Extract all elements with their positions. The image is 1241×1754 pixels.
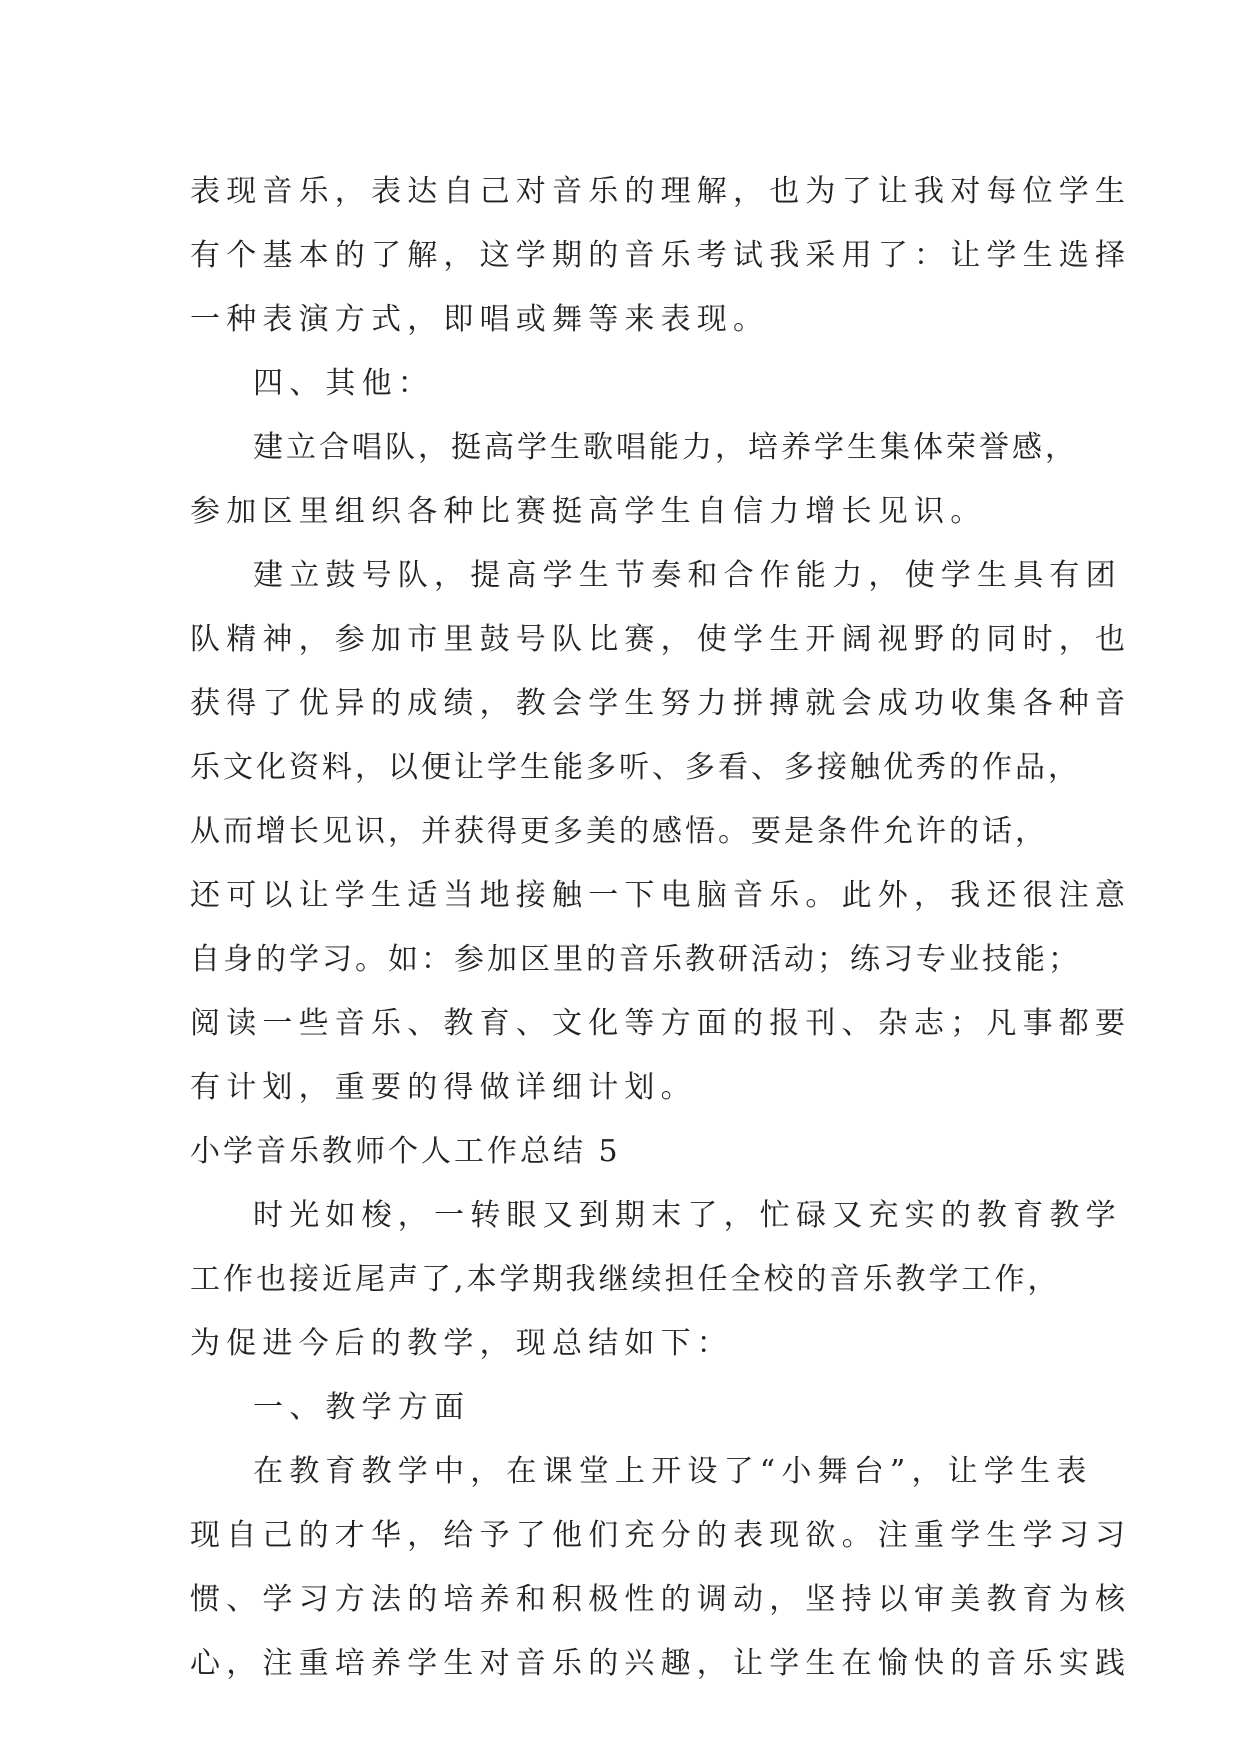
text-line: 惯、学习方法的培养和积极性的调动，坚持以审美教育为核 (190, 1582, 1132, 1617)
text-line: 建立合唱队，挺高学生歌唱能力，培养学生集体荣誉感， (253, 430, 1078, 465)
text-line: 表现音乐，表达自己对音乐的理解，也为了让我对每位学生 (190, 174, 1132, 209)
document-subtitle: 小学音乐教师个人工作总结 5 (190, 1134, 621, 1169)
text-line: 自身的学习。如：参加区里的音乐教研活动；练习专业技能； (190, 942, 1081, 977)
text-line: 有计划，重要的得做详细计划。 (190, 1070, 697, 1105)
text-line: 获得了优异的成绩，教会学生努力拼搏就会成功收集各种音 (190, 686, 1132, 721)
document-body (190, 160, 1132, 1696)
text-line: 在教育教学中，在课堂上开设了“小舞台”，让学生表 (253, 1454, 1093, 1489)
text-line: 心，注重培养学生对音乐的兴趣，让学生在愉快的音乐实践 (190, 1646, 1132, 1681)
text-line: 为促进今后的教学，现总结如下： (190, 1326, 733, 1361)
text-line: 参加区里组织各种比赛挺高学生自信力增长见识。 (190, 494, 987, 529)
section-heading-teaching: 一、教学方面 (253, 1390, 471, 1425)
text-line: 一种表演方式，即唱或舞等来表现。 (190, 302, 770, 337)
text-line: 阅读一些音乐、教育、文化等方面的报刊、杂志；凡事都要 (190, 1006, 1132, 1041)
text-line: 现自己的才华，给予了他们充分的表现欲。注重学生学习习 (190, 1518, 1132, 1553)
text-line: 从而增长见识，并获得更多美的感悟。要是条件允许的话， (190, 814, 1048, 849)
text-line: 时光如梭，一转眼又到期末了，忙碌又充实的教育教学 (253, 1198, 1122, 1233)
section-heading-other: 四、其他： (253, 366, 434, 401)
text-line: 还可以让学生适当地接触一下电脑音乐。此外，我还很注意 (190, 878, 1132, 913)
text-line: 建立鼓号队，提高学生节奏和合作能力，使学生具有团 (253, 558, 1122, 593)
text-line: 有个基本的了解，这学期的音乐考试我采用了：让学生选择 (190, 238, 1132, 273)
text-line: 队精神，参加市里鼓号队比赛，使学生开阔视野的同时，也 (190, 622, 1132, 657)
text-line: 乐文化资料，以便让学生能多听、多看、多接触优秀的作品， (190, 750, 1081, 785)
text-line: 工作也接近尾声了,本学期我继续担任全校的音乐教学工作， (190, 1262, 1061, 1297)
